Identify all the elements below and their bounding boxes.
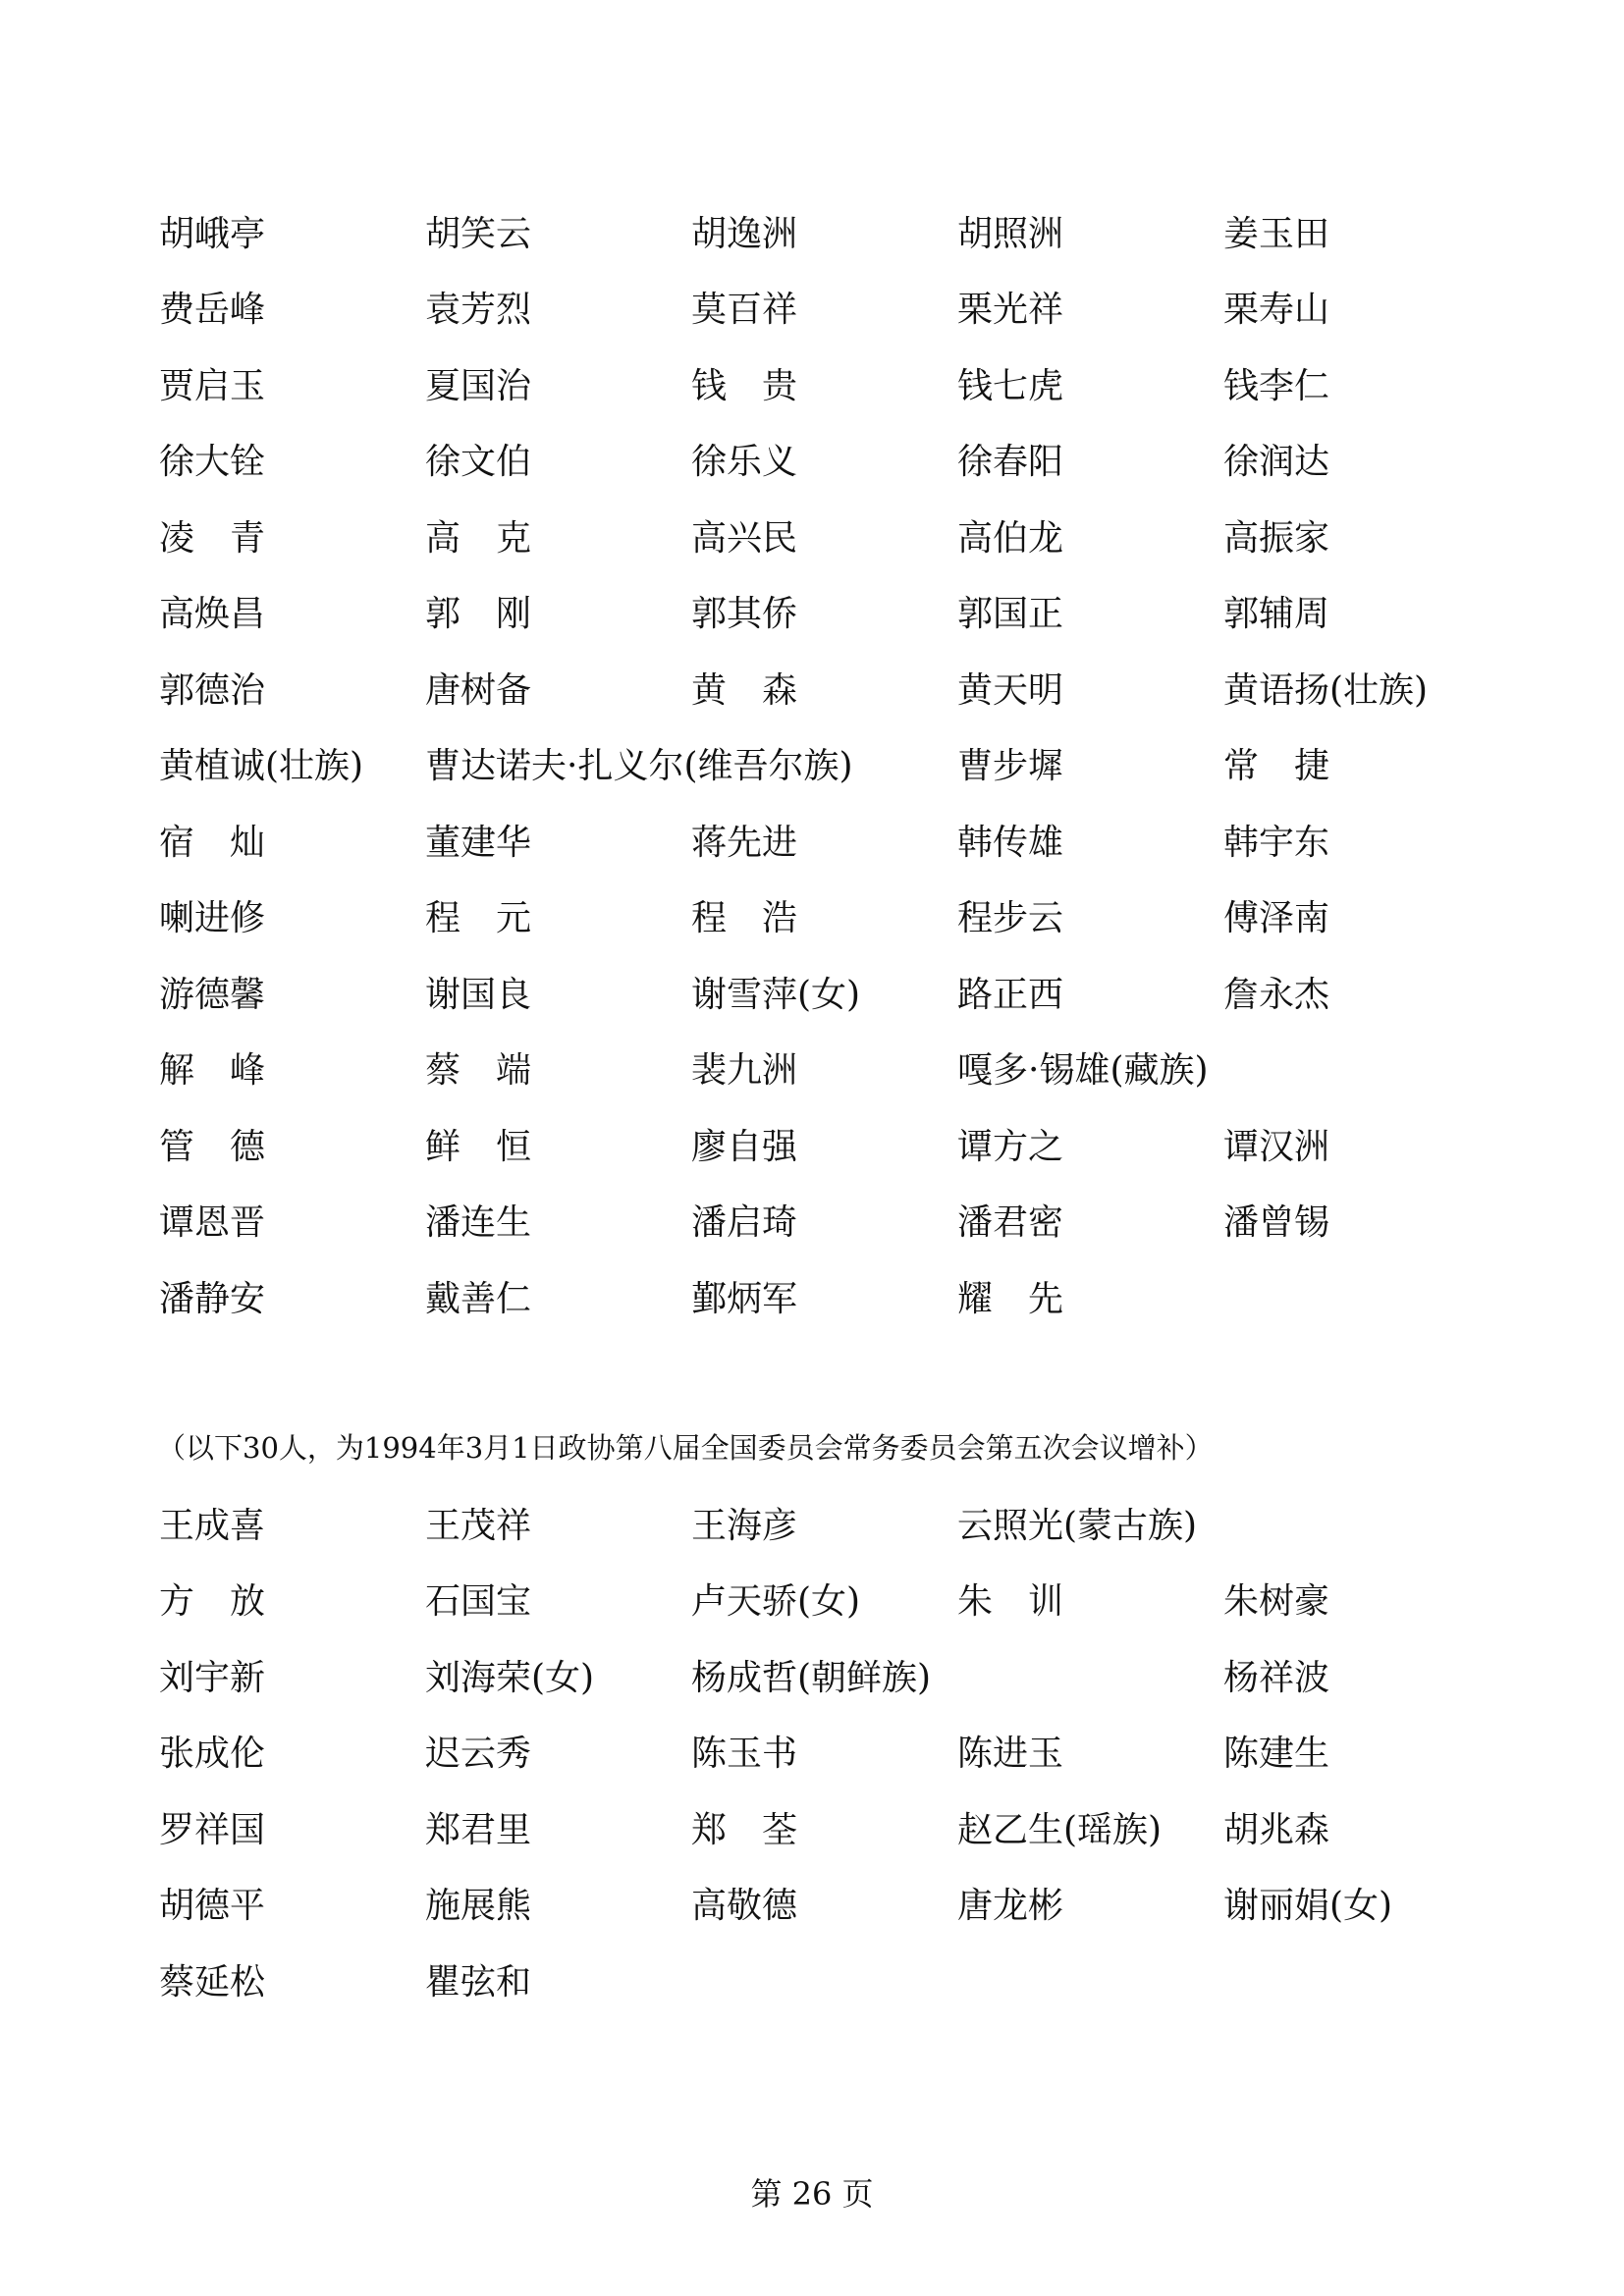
member-name: 徐春阳	[957, 442, 1064, 482]
supplement-note: （以下30人，为1994年3月1日政协第八届全国委员会常务委员会第五次会议增补）	[157, 1431, 1214, 1465]
member-name: 郑 荃	[691, 1810, 798, 1850]
name-row	[0, 205, 1624, 264]
name-row	[0, 662, 1624, 721]
member-name: 詹永杰	[1223, 975, 1330, 1015]
name-row	[0, 1041, 1624, 1100]
member-name: 程 浩	[691, 898, 798, 938]
member-name: 张成伦	[159, 1734, 266, 1774]
member-name: 高振家	[1223, 518, 1330, 559]
member-name: 谢雪萍(女)	[691, 975, 861, 1015]
page-number: 第 26 页	[750, 2175, 874, 2213]
name-row	[0, 585, 1624, 644]
name-row	[0, 1573, 1624, 1631]
member-name: 栗寿山	[1223, 290, 1330, 330]
member-name: 石国宝	[425, 1581, 532, 1622]
member-name: 戴善仁	[425, 1279, 532, 1319]
member-name: 韩宇东	[1223, 823, 1330, 863]
member-name: 胡德平	[159, 1886, 266, 1926]
member-name: 韩传雄	[957, 823, 1064, 863]
member-name: 徐乐义	[691, 442, 798, 482]
member-name: 杨成哲(朝鲜族)	[691, 1658, 932, 1698]
member-name: 瞿弦和	[425, 1962, 532, 2002]
name-row	[0, 357, 1624, 416]
member-name: 高兴民	[691, 518, 798, 559]
member-name: 谢丽娟(女)	[1223, 1886, 1393, 1926]
member-name: 常 捷	[1223, 746, 1330, 786]
member-name: 程步云	[957, 898, 1064, 938]
member-name: 高 克	[425, 518, 532, 559]
name-row	[0, 737, 1624, 796]
name-row	[0, 509, 1624, 568]
member-name: 谭方之	[957, 1127, 1064, 1167]
member-name: 莫百祥	[691, 290, 798, 330]
member-name: 方 放	[159, 1581, 266, 1622]
member-name: 钱七虎	[957, 366, 1064, 406]
member-name: 宿 灿	[159, 823, 266, 863]
member-name: 杨祥波	[1223, 1658, 1330, 1698]
member-name: 唐龙彬	[957, 1886, 1064, 1926]
member-name: 郭辅周	[1223, 594, 1330, 634]
member-name: 云照光(蒙古族)	[957, 1506, 1198, 1546]
member-name: 郭 刚	[425, 594, 532, 634]
name-row	[0, 1649, 1624, 1708]
member-name: 蔡 端	[425, 1050, 532, 1091]
member-name: 贾启玉	[159, 366, 266, 406]
member-name: 蒋先进	[691, 823, 798, 863]
member-name: 陈玉书	[691, 1734, 798, 1774]
member-name: 王海彦	[691, 1506, 798, 1546]
member-name: 栗光祥	[957, 290, 1064, 330]
name-row	[0, 814, 1624, 873]
member-name: 谭恩晋	[159, 1202, 266, 1243]
member-name: 胡逸洲	[691, 214, 798, 254]
member-name: 姜玉田	[1223, 214, 1330, 254]
member-name: 胡峨亭	[159, 214, 266, 254]
name-row	[0, 1118, 1624, 1177]
member-name: 曹达诺夫·扎义尔(维吾尔族)	[425, 746, 853, 786]
member-name: 鄞炳军	[691, 1279, 798, 1319]
member-name: 管 德	[159, 1127, 266, 1167]
member-name: 嘎多·锡雄(藏族)	[957, 1050, 1209, 1091]
member-name: 高敬德	[691, 1886, 798, 1926]
member-name: 赵乙生(瑶族)	[957, 1810, 1163, 1850]
member-name: 朱树豪	[1223, 1581, 1330, 1622]
name-row	[0, 1194, 1624, 1253]
member-name: 刘宇新	[159, 1658, 266, 1698]
member-name: 徐润达	[1223, 442, 1330, 482]
name-row	[0, 966, 1624, 1025]
member-name: 朱 训	[957, 1581, 1064, 1622]
member-name: 高伯龙	[957, 518, 1064, 559]
member-name: 黄天明	[957, 670, 1064, 711]
member-name: 程 元	[425, 898, 532, 938]
member-name: 黄 森	[691, 670, 798, 711]
name-row	[0, 433, 1624, 492]
member-name: 陈进玉	[957, 1734, 1064, 1774]
member-name: 钱李仁	[1223, 366, 1330, 406]
member-name: 胡兆森	[1223, 1810, 1330, 1850]
member-name: 袁芳烈	[425, 290, 532, 330]
member-name: 路正西	[957, 975, 1064, 1015]
member-name: 陈建生	[1223, 1734, 1330, 1774]
member-name: 鲜 恒	[425, 1127, 532, 1167]
member-name: 解 峰	[159, 1050, 266, 1091]
name-row	[0, 1877, 1624, 1936]
name-row	[0, 889, 1624, 948]
member-name: 卢天骄(女)	[691, 1581, 861, 1622]
member-name: 夏国治	[425, 366, 532, 406]
name-row	[0, 1725, 1624, 1784]
member-name: 王茂祥	[425, 1506, 532, 1546]
member-name: 徐大铨	[159, 442, 266, 482]
member-name: 唐树备	[425, 670, 532, 711]
member-name: 喇进修	[159, 898, 266, 938]
member-name: 凌 青	[159, 518, 266, 559]
member-name: 裴九洲	[691, 1050, 798, 1091]
member-name: 廖自强	[691, 1127, 798, 1167]
member-name: 蔡延松	[159, 1962, 266, 2002]
member-name: 胡笑云	[425, 214, 532, 254]
member-name: 潘连生	[425, 1202, 532, 1243]
member-name: 郭德治	[159, 670, 266, 711]
member-name: 刘海荣(女)	[425, 1658, 595, 1698]
name-row	[0, 1953, 1624, 2012]
member-name: 高焕昌	[159, 594, 266, 634]
name-row	[0, 1270, 1624, 1329]
member-name: 傅泽南	[1223, 898, 1330, 938]
member-name: 黄语扬(壮族)	[1223, 670, 1429, 711]
member-name: 董建华	[425, 823, 532, 863]
member-name: 黄植诚(壮族)	[159, 746, 364, 786]
member-name: 徐文伯	[425, 442, 532, 482]
member-name: 潘静安	[159, 1279, 266, 1319]
member-name: 曹步墀	[957, 746, 1064, 786]
member-name: 谢国良	[425, 975, 532, 1015]
name-row	[0, 1801, 1624, 1860]
member-name: 耀 先	[957, 1279, 1064, 1319]
member-name: 潘君密	[957, 1202, 1064, 1243]
member-name: 费岳峰	[159, 290, 266, 330]
member-name: 潘启琦	[691, 1202, 798, 1243]
name-row	[0, 1497, 1624, 1556]
member-name: 胡照洲	[957, 214, 1064, 254]
member-name: 潘曾锡	[1223, 1202, 1330, 1243]
member-name: 郭其侨	[691, 594, 798, 634]
member-name: 郑君里	[425, 1810, 532, 1850]
member-name: 郭国正	[957, 594, 1064, 634]
member-name: 钱 贵	[691, 366, 798, 406]
member-name: 迟云秀	[425, 1734, 532, 1774]
member-name: 施展熊	[425, 1886, 532, 1926]
name-row	[0, 281, 1624, 340]
member-name: 罗祥国	[159, 1810, 266, 1850]
member-name: 王成喜	[159, 1506, 266, 1546]
member-name: 游德馨	[159, 975, 266, 1015]
member-name: 谭汉洲	[1223, 1127, 1330, 1167]
